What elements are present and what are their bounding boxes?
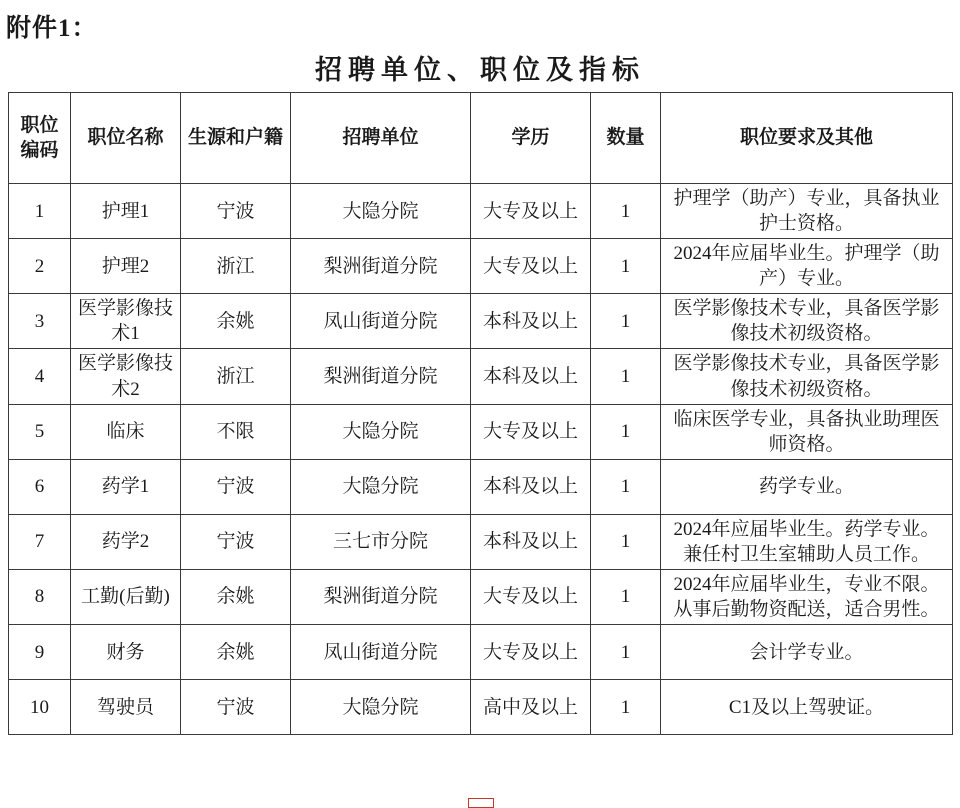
cell-origin: 浙江: [181, 239, 291, 294]
cell-name: 医学影像技术1: [71, 294, 181, 349]
cell-quantity: 1: [591, 294, 661, 349]
cell-requirements: C1及以上驾驶证。: [661, 680, 953, 735]
cell-origin: 余姚: [181, 569, 291, 624]
column-header-code: [9, 93, 71, 184]
cell-origin: 宁波: [181, 514, 291, 569]
cell-unit: 凤山街道分院: [291, 625, 471, 680]
cell-quantity: 1: [591, 625, 661, 680]
cell-name: 临床: [71, 404, 181, 459]
cell-origin: 宁波: [181, 680, 291, 735]
cell-origin: 宁波: [181, 459, 291, 514]
cell-code: 10: [9, 680, 71, 735]
cell-code: 9: [9, 625, 71, 680]
cell-quantity: 1: [591, 459, 661, 514]
cell-education: 高中及以上: [471, 680, 591, 735]
cell-unit: 大隐分院: [291, 404, 471, 459]
column-header-name: 职位名称: [71, 93, 181, 184]
column-header-origin: 生源和户籍: [181, 93, 291, 184]
cell-origin: 不限: [181, 404, 291, 459]
table-row: [9, 569, 953, 624]
cell-requirements: 会计学专业。: [661, 625, 953, 680]
cell-code: 8: [9, 569, 71, 624]
column-header-education: 学历: [471, 93, 591, 184]
cell-quantity: 1: [591, 184, 661, 239]
cell-requirements: 2024年应届毕业生，专业不限。从事后勤物资配送，适合男性。: [661, 569, 953, 624]
cell-quantity: 1: [591, 239, 661, 294]
cell-name: 药学1: [71, 459, 181, 514]
cell-code: 2: [9, 239, 71, 294]
table-row: [9, 404, 953, 459]
cell-unit: 三七市分院: [291, 514, 471, 569]
cell-requirements: 护理学（助产）专业，具备执业护士资格。: [661, 184, 953, 239]
column-header-requirements: 职位要求及其他: [661, 93, 953, 184]
table-header-row: [9, 93, 953, 184]
cell-unit: 梨洲街道分院: [291, 349, 471, 404]
cell-name: 工勤(后勤): [71, 569, 181, 624]
cell-unit: 大隐分院: [291, 459, 471, 514]
cell-origin: 余姚: [181, 294, 291, 349]
cell-education: 大专及以上: [471, 404, 591, 459]
cell-requirements: 2024年应届毕业生。药学专业。兼任村卫生室辅助人员工作。: [661, 514, 953, 569]
table-row: [9, 514, 953, 569]
table-row: [9, 349, 953, 404]
table-row: [9, 184, 953, 239]
column-header-quantity: 数量: [591, 93, 661, 184]
cell-education: 大专及以上: [471, 184, 591, 239]
attachment-label: 附件1：: [6, 15, 98, 42]
cell-origin: 余姚: [181, 625, 291, 680]
cell-name: 医学影像技术2: [71, 349, 181, 404]
page-bottom-marker: [468, 798, 494, 808]
cell-quantity: 1: [591, 514, 661, 569]
cell-unit: 凤山街道分院: [291, 294, 471, 349]
cell-unit: 大隐分院: [291, 184, 471, 239]
cell-quantity: 1: [591, 569, 661, 624]
cell-education: 本科及以上: [471, 294, 591, 349]
cell-requirements: 2024年应届毕业生。护理学（助产）专业。: [661, 239, 953, 294]
cell-code: 5: [9, 404, 71, 459]
cell-requirements: 临床医学专业，具备执业助理医师资格。: [661, 404, 953, 459]
cell-quantity: 1: [591, 349, 661, 404]
recruitment-table: [8, 92, 953, 735]
cell-code: 4: [9, 349, 71, 404]
table-row: [9, 239, 953, 294]
cell-name: 药学2: [71, 514, 181, 569]
cell-requirements: 医学影像技术专业，具备医学影像技术初级资格。: [661, 349, 953, 404]
cell-education: 大专及以上: [471, 625, 591, 680]
column-header-unit: 招聘单位: [291, 93, 471, 184]
cell-origin: 宁波: [181, 184, 291, 239]
cell-code: 3: [9, 294, 71, 349]
cell-name: 驾驶员: [71, 680, 181, 735]
cell-quantity: 1: [591, 680, 661, 735]
cell-education: 大专及以上: [471, 569, 591, 624]
page-title: 招聘单位、职位及指标: [315, 55, 645, 85]
cell-name: 护理2: [71, 239, 181, 294]
table-row: [9, 294, 953, 349]
cell-origin: 浙江: [181, 349, 291, 404]
cell-education: 本科及以上: [471, 349, 591, 404]
table-row: [9, 680, 953, 735]
cell-unit: 梨洲街道分院: [291, 569, 471, 624]
cell-code: 7: [9, 514, 71, 569]
table-row: [9, 459, 953, 514]
cell-education: 本科及以上: [471, 514, 591, 569]
cell-name: 护理1: [71, 184, 181, 239]
cell-unit: 大隐分院: [291, 680, 471, 735]
cell-education: 大专及以上: [471, 239, 591, 294]
cell-unit: 梨洲街道分院: [291, 239, 471, 294]
cell-requirements: 药学专业。: [661, 459, 953, 514]
cell-quantity: 1: [591, 404, 661, 459]
cell-code: 1: [9, 184, 71, 239]
table-row: [9, 625, 953, 680]
column-header-code-line2: 编码: [20, 140, 59, 161]
cell-education: 本科及以上: [471, 459, 591, 514]
cell-requirements: 医学影像技术专业，具备医学影像技术初级资格。: [661, 294, 953, 349]
cell-code: 6: [9, 459, 71, 514]
cell-name: 财务: [71, 625, 181, 680]
column-header-code-line1: 职位: [20, 114, 59, 136]
